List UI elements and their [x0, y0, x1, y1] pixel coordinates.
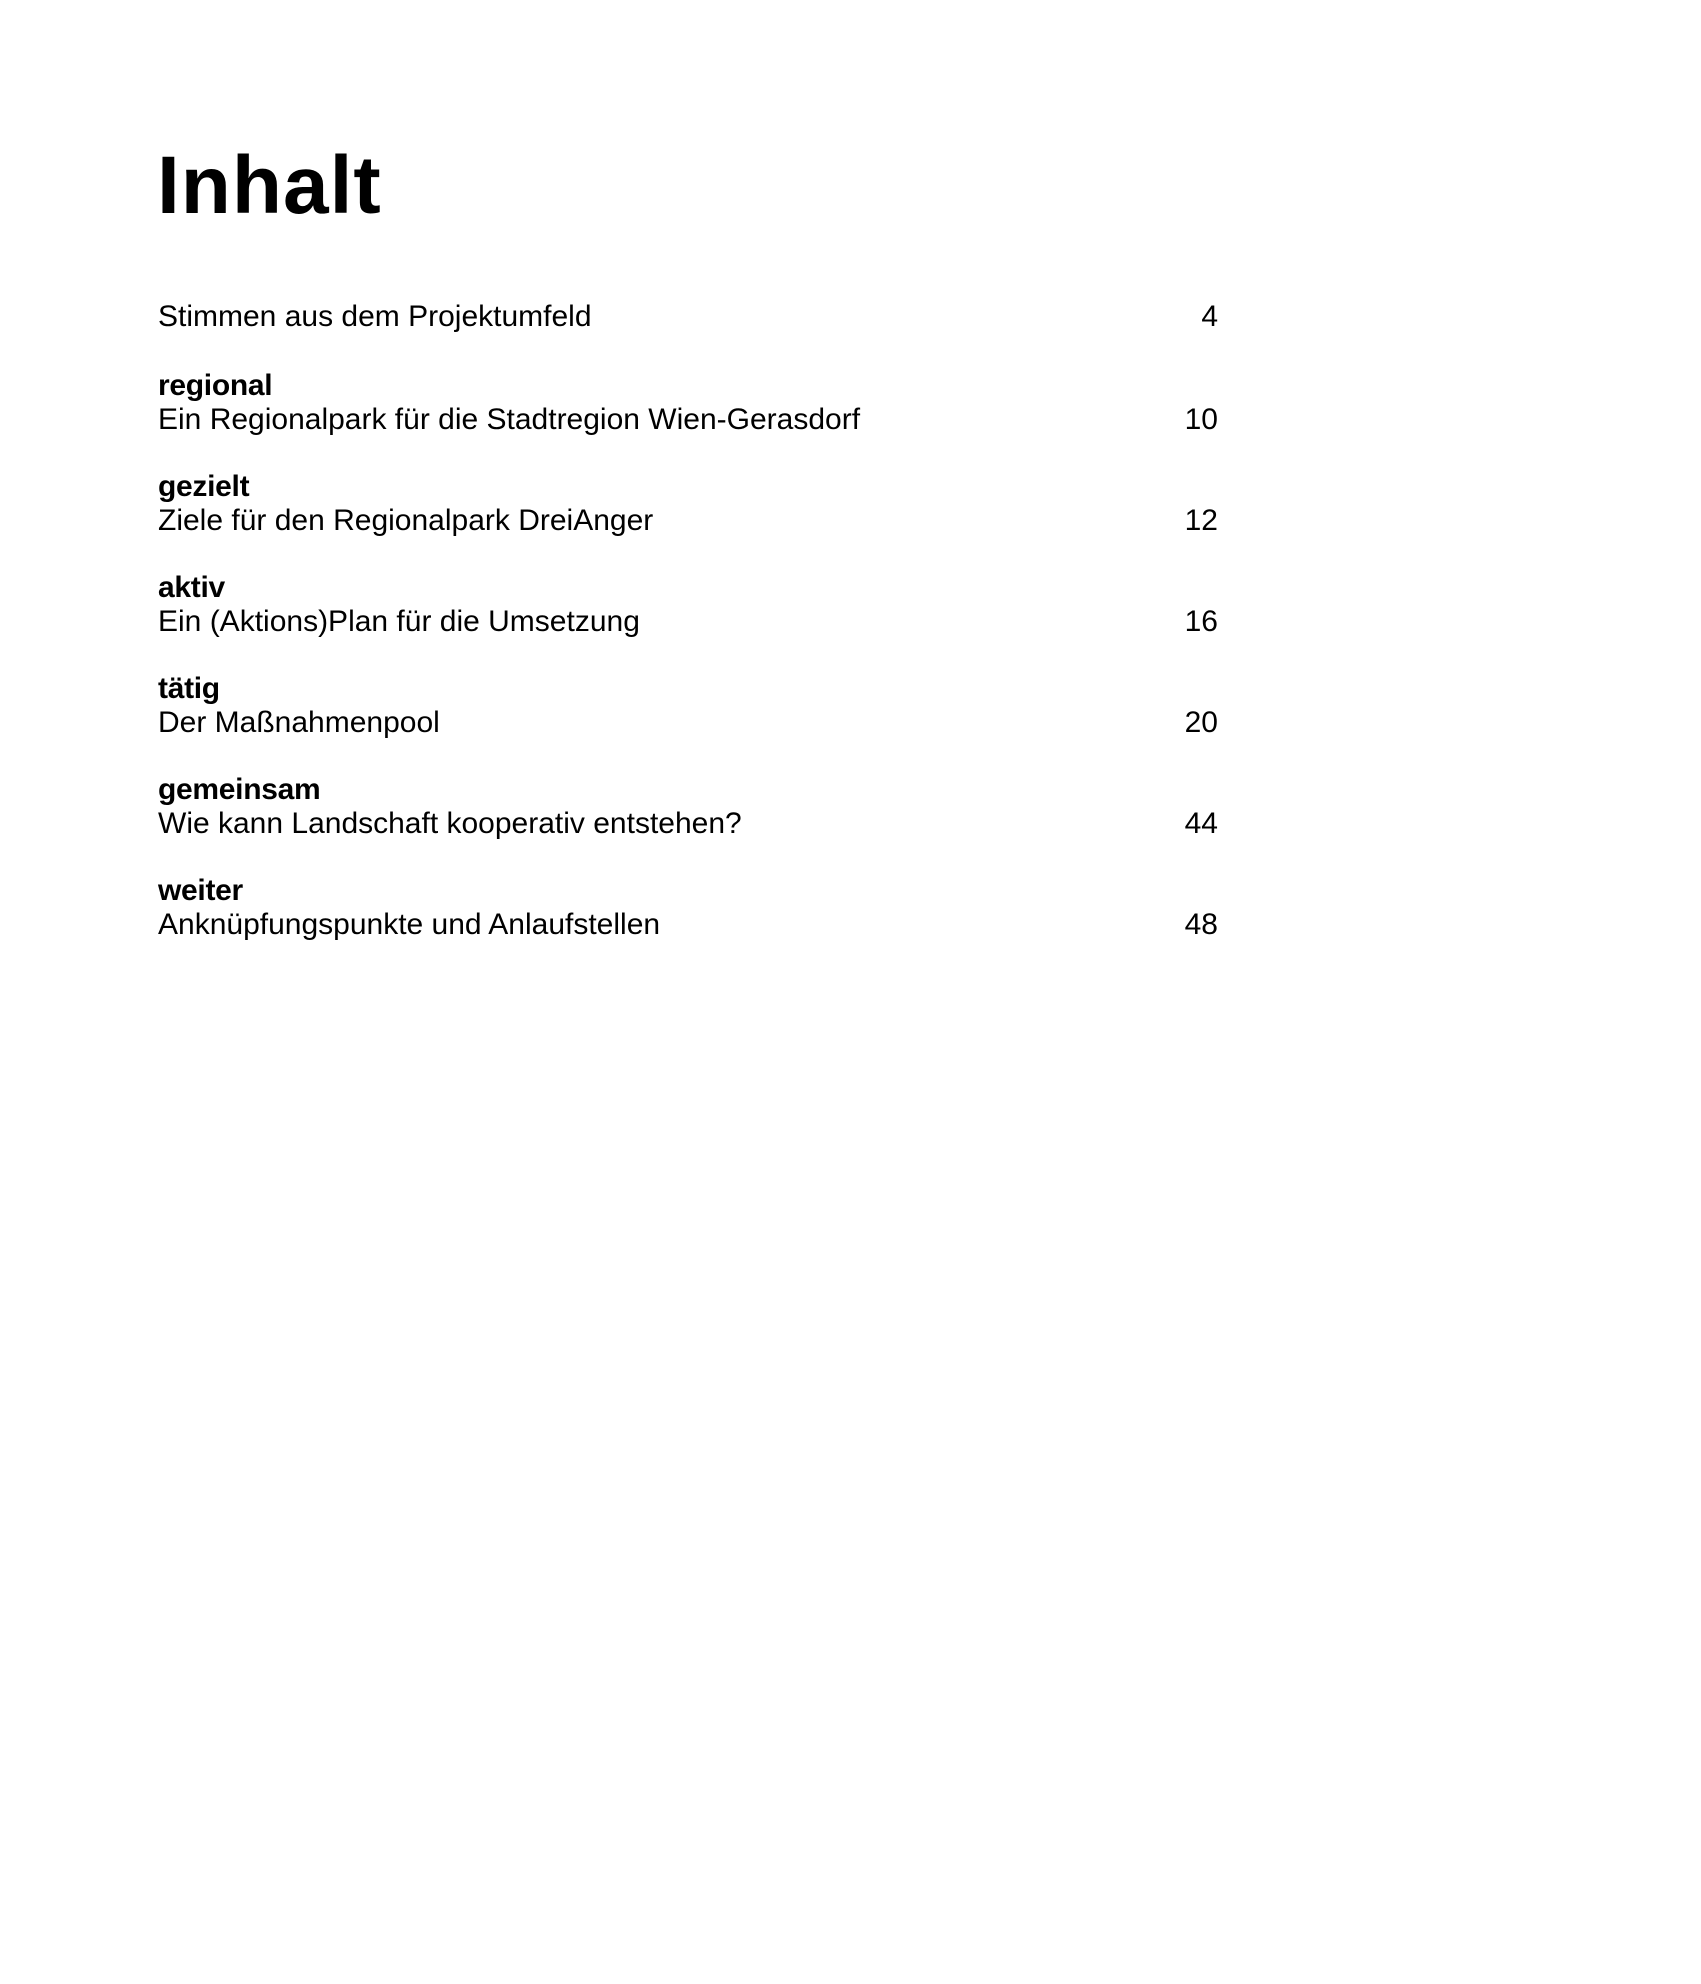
- toc-entry-page-number: 4: [1201, 300, 1218, 333]
- toc-entry-keyword: gemeinsam: [158, 773, 321, 806]
- table-of-contents: [158, 300, 1218, 975]
- toc-entry-title: Ein (Aktions)Plan für die Umsetzung: [158, 605, 640, 638]
- toc-entry-keyword: weiter: [158, 874, 243, 907]
- toc-entry: [158, 300, 1218, 369]
- toc-entry: [158, 672, 1218, 773]
- toc-entry: [158, 571, 1218, 672]
- toc-entry-title: Stimmen aus dem Projektumfeld: [158, 300, 592, 333]
- toc-entry-title: Anknüpfungspunkte und Anlaufstellen: [158, 908, 661, 941]
- toc-entry-keyword: tätig: [158, 672, 220, 705]
- toc-entry-page-number: 16: [1184, 605, 1218, 638]
- toc-entry-page-number: 10: [1184, 403, 1218, 436]
- toc-entry-title: Ziele für den Regionalpark DreiAnger: [158, 504, 654, 537]
- toc-entry-page-number: 20: [1184, 706, 1218, 739]
- toc-entry: [158, 369, 1218, 470]
- toc-entry-keyword: regional: [158, 369, 273, 402]
- toc-entry-page-number: 44: [1184, 807, 1218, 840]
- toc-entry-page-number: 48: [1184, 908, 1218, 941]
- toc-entry: [158, 773, 1218, 874]
- toc-entry-title: Ein Regionalpark für die Stadtregion Wien-Gerasdorf: [158, 403, 861, 436]
- toc-entry-page-number: 12: [1184, 504, 1218, 537]
- toc-entry-keyword: aktiv: [158, 571, 225, 604]
- toc-entry-keyword: gezielt: [158, 470, 250, 503]
- toc-entry-title: Der Maßnahmenpool: [158, 706, 440, 739]
- page-title: Inhalt: [157, 140, 382, 231]
- toc-entry: [158, 874, 1218, 975]
- toc-entry-title: Wie kann Landschaft kooperativ entstehen?: [158, 807, 742, 840]
- toc-entry: [158, 470, 1218, 571]
